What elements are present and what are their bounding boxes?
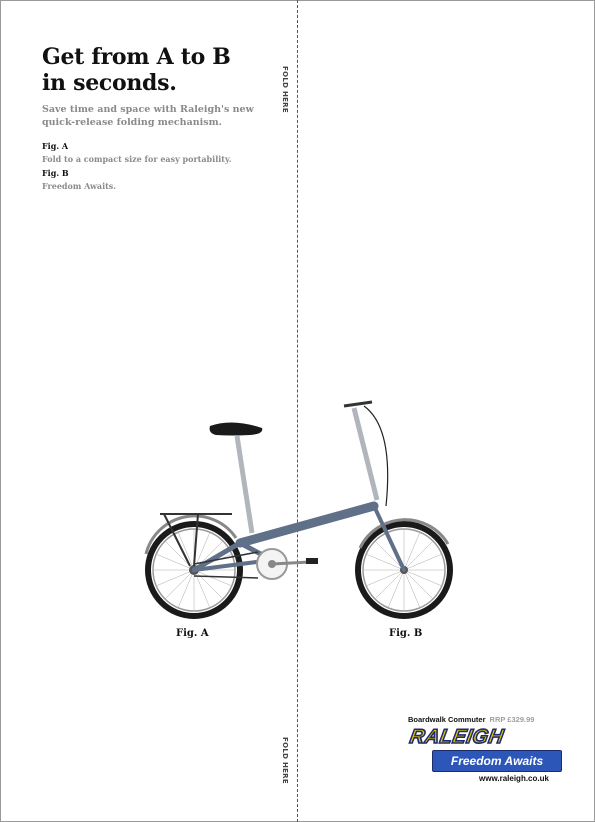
caption-fig-a: Fig. A — [176, 628, 209, 639]
fig-b-title: Fig. B — [42, 168, 69, 178]
headline — [42, 44, 282, 96]
logo-tagline: Freedom Awaits — [432, 750, 562, 772]
folding-bike-illustration — [132, 388, 462, 623]
website-url[interactable]: www.raleigh.co.uk — [479, 774, 549, 783]
product-line — [408, 715, 534, 724]
subhead — [42, 103, 282, 129]
logo-wordmark: RALEIGH — [408, 726, 506, 748]
handlebar-stem — [344, 402, 388, 506]
fold-label-top: FOLD HERE — [281, 66, 289, 113]
fig-a-description: Fold to a compact size for easy portability. — [42, 154, 232, 164]
subhead-line-1: Save time and space with Raleigh's new — [42, 104, 254, 115]
product-name: Boardwalk Commuter — [408, 715, 486, 724]
fold-label-bottom: FOLD HERE — [281, 737, 289, 784]
seat-post — [210, 422, 263, 533]
fig-b-description: Freedom Awaits. — [42, 181, 117, 191]
headline-line-2: in seconds. — [42, 70, 177, 96]
fig-a-title: Fig. A — [42, 141, 69, 151]
product-price: RRP £329.99 — [489, 715, 535, 724]
crank-chainring — [257, 549, 318, 579]
headline-line-1: Get from A to B — [42, 44, 231, 70]
raleigh-logo — [404, 726, 564, 774]
subhead-line-2: quick-release folding mechanism. — [42, 117, 222, 128]
caption-fig-b: Fig. B — [389, 628, 423, 639]
